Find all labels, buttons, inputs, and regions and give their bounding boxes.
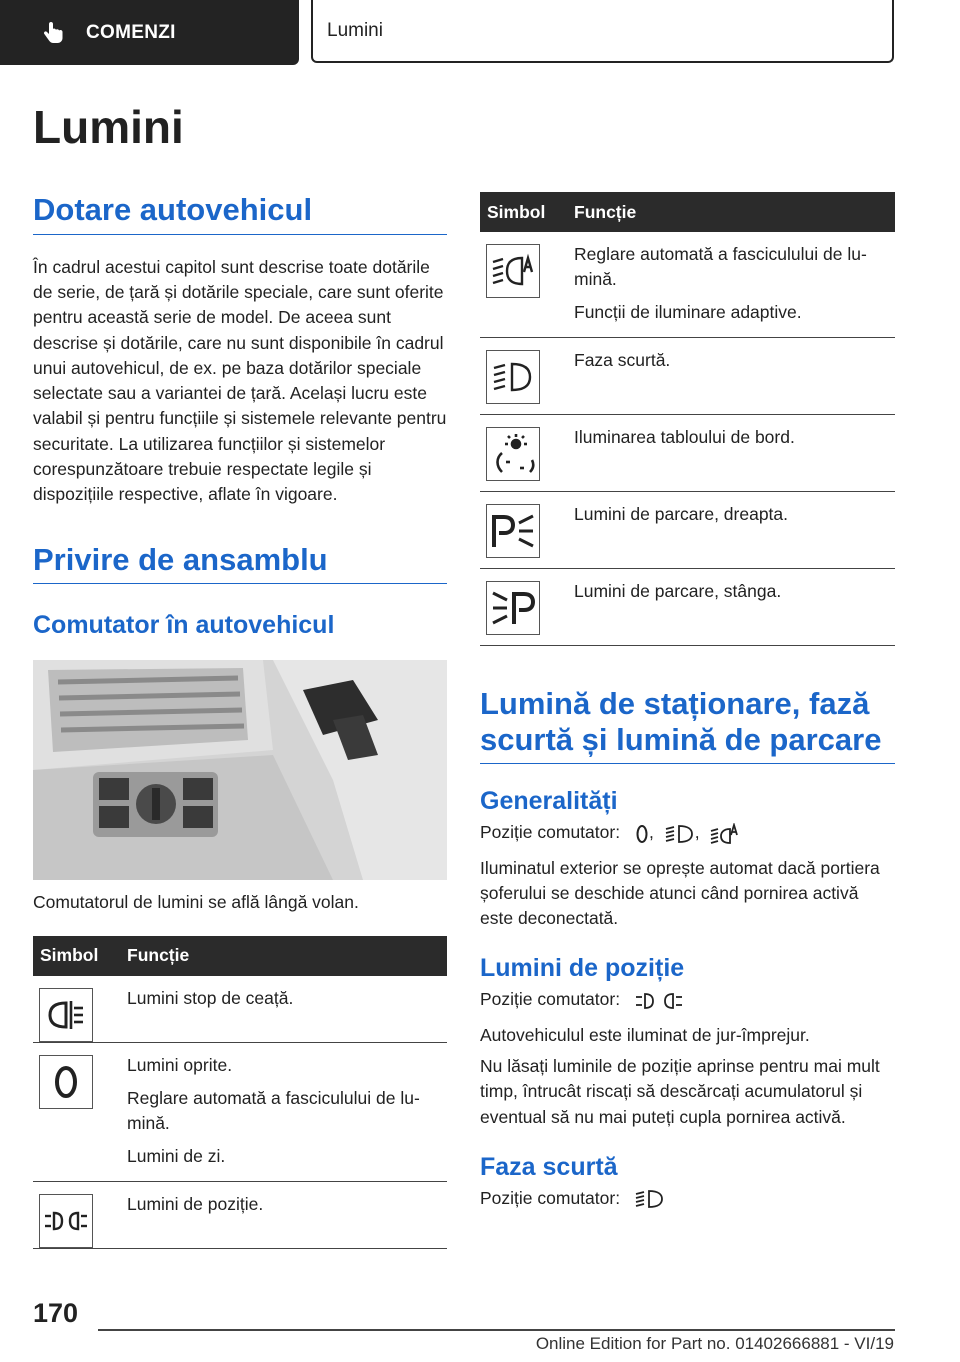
rear-fog-light-icon [39, 988, 93, 1042]
table-row [33, 976, 447, 1043]
position-lights-heading: Lumini de poziție [480, 954, 685, 983]
left-column [33, 192, 447, 1249]
symbol-table-left [33, 936, 447, 1249]
page-number: 170 [33, 1298, 79, 1328]
table-row [33, 1181, 447, 1248]
equipment-paragraph: În cadrul acestui capitol sunt descrise toate dotările de serie, de țară și dotările speciale, care sunt oferite pentru această serie de model. De aceea sunt descrise și dotările, care nu sunt disponibile în cadrul unui autovehicul, de ex. pe baza dotărilor speciale selectate sau a variantei de țară. Același lucru este valabil și pentru funcțiile și sistemele relevante pentru securitate. La utilizarea funcțiilor și sistemelor corespunzătoare trebuie respectate legile și dispozițiile respective, aflate în vigoare. [33, 256, 447, 505]
row-text: Reglare automată a fasciculului de lumină. [127, 1087, 420, 1133]
photo-caption: Comutatorul de lumini se află lângă volan. [33, 892, 359, 913]
general-paragraph: Iluminatul exterior se oprește automat dacă portiera șoferului se deschide atunci când pornirea activă este deconectată. [480, 857, 880, 929]
position-paragraph-2: Nu lăsați luminile de poziție aprinse pentru mai mult timp, întrucât riscați să descărcați acumulatorul și eventual să nu mai puteți cupla pornirea activă. [480, 1056, 880, 1127]
row-text: Funcții de iluminare adaptive. [574, 302, 802, 322]
switch-position-label: Poziție comutator: [480, 989, 621, 1010]
col-symbol-header: Simbol [33, 936, 125, 976]
commands-tab-label: COMENZI [86, 21, 176, 43]
switch-position-label: Poziție comutator: [480, 1187, 621, 1208]
table-row [480, 415, 895, 492]
general-heading: Generalități [480, 787, 618, 816]
low-beam-icon [635, 1188, 665, 1210]
table-row [480, 492, 895, 569]
page-title: Lumini [33, 101, 184, 153]
overview-heading: Privire de ansamblu [33, 542, 447, 585]
position-lights-icon [635, 990, 685, 1012]
col-function-header: Funcție [125, 936, 447, 976]
row-text: Lumini de zi. [127, 1145, 226, 1166]
equipment-heading: Dotare autovehicul [33, 192, 447, 235]
row-text: Lumini de parcare, dreapta. [574, 504, 789, 524]
table-row [480, 569, 895, 646]
table-row [480, 338, 895, 415]
light-switch-photo [33, 660, 447, 880]
row-text: Lumini de parcare, stânga. [574, 581, 782, 601]
low-beam-heading: Faza scurtă [480, 1152, 618, 1181]
parking-light-heading: Lumină de staționare, fază scurtă și lumină de parcare [480, 686, 895, 764]
edition-footer: Online Edition for Part no. 01402666881 - VI/19 [535, 1334, 894, 1353]
table-row [33, 1042, 447, 1181]
instrument-lighting-icon [486, 427, 540, 481]
position-lights-icon [39, 1194, 93, 1248]
general-switch-line [480, 820, 895, 845]
switch-heading: Comutator în autovehicul [33, 611, 335, 640]
row-text: Lumini stop de ceață. [127, 987, 294, 1008]
separator: , [648, 822, 654, 843]
switch-position-label: Poziție comutator: [480, 822, 621, 843]
lights-off-zero-icon [635, 823, 649, 845]
col-function-header: Funcție [572, 192, 895, 232]
row-text: Lumini oprite. [127, 1054, 233, 1075]
automatic-headlight-icon [710, 823, 740, 845]
low-beam-icon [486, 350, 540, 404]
automatic-headlight-icon [486, 244, 540, 298]
current-section-label: Lumini [327, 19, 383, 41]
parking-light-left-icon [486, 581, 540, 635]
commands-tab[interactable] [0, 0, 299, 65]
position-switch-line [480, 987, 895, 1012]
low-beam-switch-line [480, 1186, 895, 1211]
symbol-table-right [480, 192, 895, 646]
right-column [480, 192, 895, 1211]
position-paragraph-1: Autovehiculul este iluminat de jur-împrejur. [480, 1024, 810, 1045]
col-symbol-header: Simbol [480, 192, 572, 232]
table-row [480, 232, 895, 338]
parking-light-right-icon [486, 504, 540, 558]
row-text: Reglare automată a fasciculului de lumină. [574, 244, 867, 289]
row-text: Iluminarea tabloului de bord. [574, 427, 795, 447]
hand-pointer-icon [40, 20, 66, 46]
low-beam-icon [665, 823, 695, 845]
footer-divider [98, 1329, 895, 1331]
row-text: Faza scurtă. [574, 350, 671, 370]
current-section-tab[interactable] [311, 0, 894, 63]
row-text: Lumini de poziție. [127, 1193, 264, 1214]
lights-off-zero-icon [39, 1055, 93, 1109]
separator: , [694, 822, 700, 843]
